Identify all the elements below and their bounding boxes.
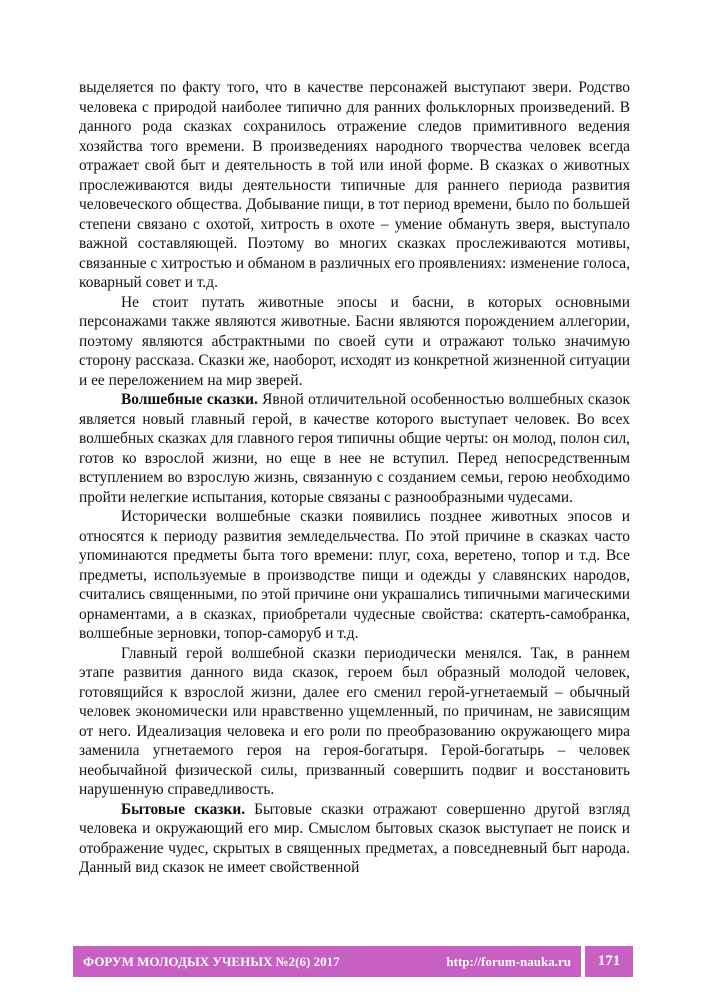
- paragraph: [79, 293, 630, 391]
- section-heading: Бытовые сказки.: [121, 800, 246, 818]
- paragraph-text: выделяется по факту того, что в качестве персонажей выступают звери. Родство человека с природой наиболее типично для ранних фольклорных произведений. В данного рода сказках сохранилось отражение следов примитивного ведения хозяйства того времени. В произведениях народного творчества человек всегда отражает свой быт и деятельность в той или иной форме. В сказках о животных прослеживаются виды деятельности типичные для раннего периода развития человеческого общества. Добывание пищи, в тот период времени, было по большей степени связано с охотой, хитрость в охоте – умение обмануть зверя, выступало важной составляющей. Поэтому во многих сказках прослеживаются мотивы, связанные с хитростью и обманом в различных его проявлениях: изменение голоса, коварный совет и т.д.: [79, 79, 630, 291]
- paragraph-text: Не стоит путать животные эпосы и басни, в которых основными персонажами также являются животные. Басни являются порождением аллегории, поэтому являются абстрактными по своей сути и отражают только значимую сторону рассказа. Сказки же, наоборот, исходят из конкретной жизненной ситуации и ее переложением на мир зверей.: [79, 293, 630, 389]
- footer-bar: [73, 946, 581, 977]
- paragraph: [79, 800, 630, 878]
- article-body: [79, 78, 630, 878]
- journal-title: ФОРУМ МОЛОДЫХ УЧЕНЫХ №2(6) 2017: [83, 954, 340, 969]
- paragraph: [79, 507, 630, 644]
- paragraph: [79, 78, 630, 293]
- page-footer: [73, 946, 635, 977]
- paragraph-text: Бытовые сказки отражают совершенно другой взгляд человека и окружающий его мир. Смыслом бытовых сказок выступает не поиск и отображение чудес, скрытых в священных предметах, а повседневный быт народа. Данный вид сказок не имеет свойственной: [79, 800, 630, 876]
- paragraph-text: Исторически волшебные сказки появились позднее животных эпосов и относятся к периоду развития земледельчества. По этой причине в сказках часто упоминаются предметы быта того времени: плуг, соха, веретено, топор и т.д. Все предметы, используемые в производстве пищи и одежды у славянских народов, считались священными, по этой причине они украшались типичными магическими орнаментами, а в сказках, приобретали чудесные свойства: скатерть-самобранка, волшебные зерновки, топор-саморуб и т.д.: [79, 508, 630, 642]
- paragraph: [79, 390, 630, 507]
- section-heading: Волшебные сказки.: [121, 391, 258, 408]
- paragraph-text: Главный герой волшебной сказки периодически менялся. Так, в раннем этапе развития данного вида сказок, героем был образный молодой человек, готовящийся к взрослой жизни, далее его сменил герой-угнетаемый – обычный человек экономически или нравственно ущемленный, по причинам, не зависящим от него. Идеализация человека и его роли по преобразованию окружающего мира заменила угнетаемого героя на героя-богатыря. Герой-богатырь – человек необычайной физической силы, призванный совершить подвиг и восстановить нарушенную справедливость.: [79, 644, 630, 798]
- paragraph-text: Явной отличительной особенностью волшебных сказок является новый главный герой, в качестве которого выступает человек. Во всех волшебных сказках для главного героя типичны общие черты: он молод, полон сил, готов ко взрослой жизни, но еще в нее не вступил. Перед непосредственным вступлением во взрослую жизнь, связанную с созданием семьи, герою необходимо пройти нелегкие испытания, которые связаны с разнообразными чудесами.: [79, 391, 630, 506]
- paragraph: [79, 644, 630, 800]
- page-number: 171: [585, 946, 633, 977]
- journal-url[interactable]: http://forum-nauka.ru: [446, 954, 571, 969]
